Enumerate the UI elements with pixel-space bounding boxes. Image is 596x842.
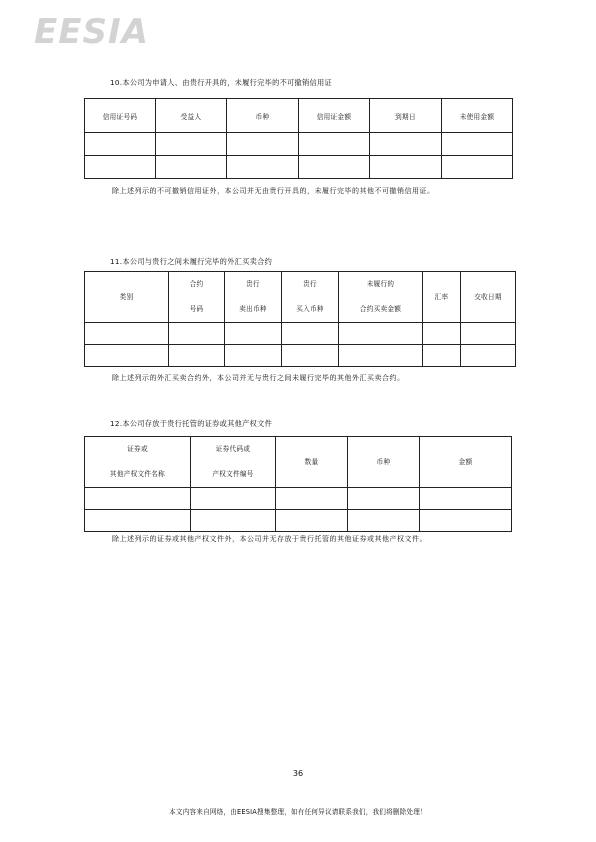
section-12-title: 12.本公司存放于贵行托管的证券或其他产权文件 [110,419,273,428]
header-cell: 贵行 卖出币种 [225,272,282,323]
table-cell [276,488,348,510]
page-number: 36 [292,769,304,778]
table-row [85,323,516,345]
header-cell: 未使用金额 [442,99,513,133]
table-cell [442,133,513,156]
section-11-title: 11.本公司与贵行之间未履行完毕的外汇买卖合约 [110,257,273,266]
table-cell [348,488,420,510]
table-cell [282,323,339,345]
table-cell [225,345,282,367]
table-cell [169,323,225,345]
section-10-note: 除上述列示的不可撤销信用证外，本公司并无由贵行开具的，未履行完毕的其他不可撤销信用证。 [112,187,435,195]
table-cell [339,345,423,367]
header-cell: 交收日期 [461,272,516,323]
table-cell [169,345,225,367]
header-cell: 合约 号码 [169,272,225,323]
section-12-note: 除上述列示的证券或其他产权文件外，本公司并无存放于贵行托管的其他证券或其他产权文件。 [112,535,427,543]
header-cell: 信用证号码 [85,99,156,133]
header-cell: 到期日 [370,99,442,133]
table-cell [85,345,169,367]
header-cell: 证券代码或 产权文件编号 [191,437,276,488]
eesia-logo: EESIA [34,12,149,52]
table-cell [299,133,370,156]
table-row [85,488,512,510]
header-cell: 类别 [85,272,169,323]
securities-table [84,436,512,532]
table-cell [370,156,442,179]
header-cell: 信用证金额 [299,99,370,133]
header-cell: 证券或 其他产权文件名称 [85,437,191,488]
table-cell [420,488,512,510]
letters-of-credit-table [84,98,513,179]
header-cell: 贵行 买入币种 [282,272,339,323]
table-cell [156,156,227,179]
header-cell: 受益人 [156,99,227,133]
header-cell: 币种 [227,99,299,133]
table-cell [85,488,191,510]
table-row [85,133,513,156]
table-cell [227,156,299,179]
table-cell [282,345,339,367]
table-cell [227,133,299,156]
table-cell [339,323,423,345]
table-header-row [85,99,513,133]
table-cell [225,323,282,345]
section-11-note: 除上述列示的外汇买卖合约外，本公司并无与贵行之间未履行完毕的其他外汇买卖合约。 [112,374,405,382]
table-cell [85,156,156,179]
table-row [85,345,516,367]
table-cell [423,345,461,367]
table-cell [370,133,442,156]
table-cell [423,323,461,345]
table-cell [442,156,513,179]
table-header-row [85,272,516,323]
header-cell: 数量 [276,437,348,488]
footer-disclaimer: 本文内容来自网络，由EESIA搜集整理，如有任何异议请联系我们，我们将删除处理！ [169,808,427,816]
table-cell [156,133,227,156]
section-10-title: 10.本公司为申请人、由贵行开具的，未履行完毕的不可撤销信用证 [110,78,332,87]
table-cell [85,323,169,345]
table-cell [299,156,370,179]
table-header-row [85,437,512,488]
table-row [85,156,513,179]
table-cell [85,133,156,156]
table-cell [461,323,516,345]
table-cell [191,488,276,510]
table-cell [461,345,516,367]
header-cell: 币种 [348,437,420,488]
header-cell: 金额 [420,437,512,488]
fx-contracts-table [84,271,516,367]
header-cell: 未履行的 合约买卖金额 [339,272,423,323]
header-cell: 汇率 [423,272,461,323]
